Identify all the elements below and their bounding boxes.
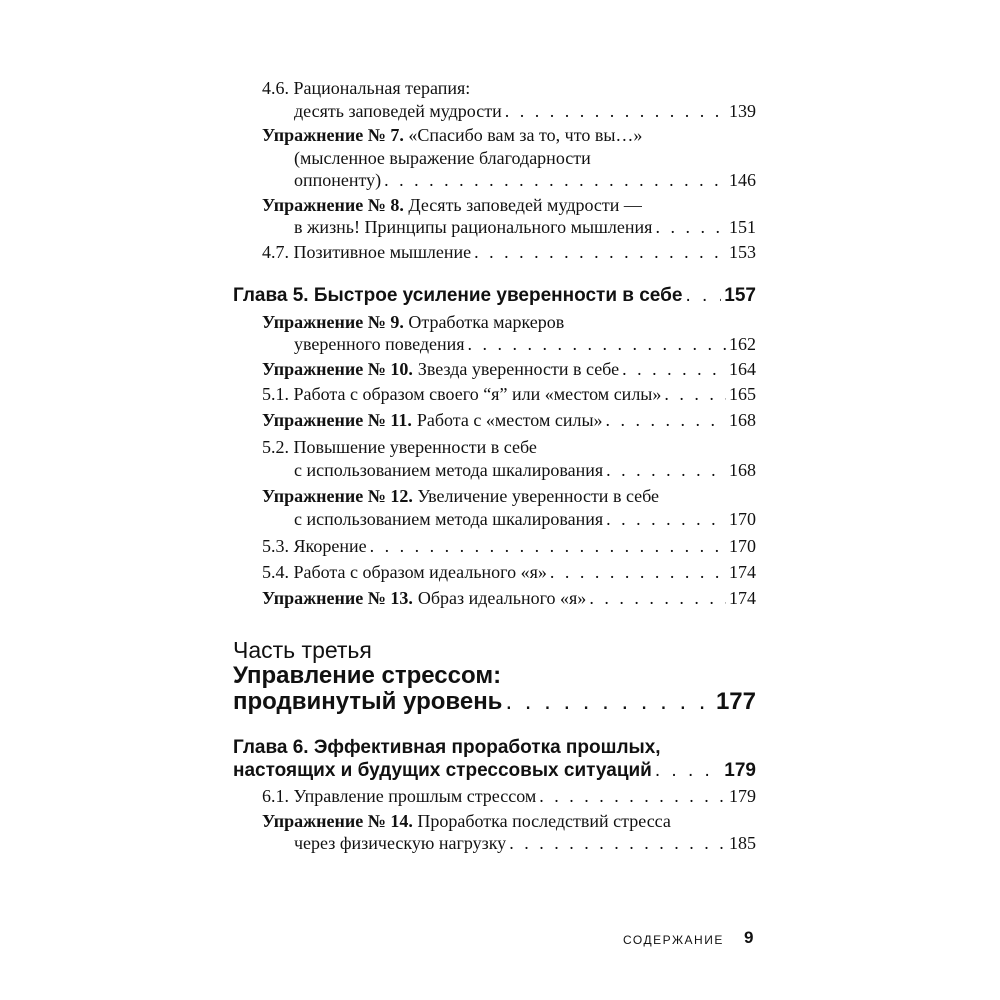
- toc-entry-text: 5.3. Якорение: [262, 536, 367, 556]
- exercise-title: Десять заповедей мудрости —: [408, 195, 642, 215]
- toc-entry-text: 6.1. Управление прошлым стрессом: [262, 786, 537, 806]
- page-number: 168: [729, 460, 756, 480]
- chapter-title: настоящих и будущих стрессовых ситуаций: [233, 760, 652, 781]
- toc-entry-5-2-line1: 5.2. Повышение уверенности в себе: [262, 437, 537, 457]
- exercise-label: Упражнение № 12.: [262, 486, 413, 506]
- toc-exercise-12-line1: [262, 484, 659, 508]
- page-number: 146: [729, 170, 756, 190]
- dot-leader: [606, 507, 726, 531]
- toc-exercise-8-line1: [262, 193, 642, 217]
- dot-leader: [468, 332, 726, 356]
- toc-exercise-7: [294, 168, 756, 192]
- exercise-label: Упражнение № 7.: [262, 125, 404, 145]
- exercise-label: Упражнение № 10.: [262, 359, 413, 379]
- toc-entry-4-6-line1: 4.6. Рациональная терапия:: [262, 78, 471, 98]
- exercise-title: Увеличение уверенности в себе: [417, 486, 660, 506]
- toc-entry-text: с использованием метода шкалирования: [294, 460, 604, 480]
- dot-leader: [655, 759, 721, 783]
- page-number: 168: [729, 410, 756, 430]
- toc-exercise-11: [262, 408, 756, 432]
- toc-exercise-9: [294, 332, 756, 356]
- toc-exercise-7-line2: (мысленное выражение благодарности: [294, 148, 591, 168]
- page-number: 185: [729, 833, 756, 853]
- page-number: 139: [729, 101, 756, 121]
- toc-exercise-7-line1: [262, 123, 642, 147]
- running-footer-section: СОДЕРЖАНИЕ: [623, 933, 724, 947]
- toc-exercise-8: [294, 215, 756, 239]
- exercise-title: Проработка последствий стресса: [417, 811, 671, 831]
- toc-exercise-12: [294, 507, 756, 531]
- dot-leader: [622, 357, 726, 381]
- toc-entry-5-1: [262, 382, 756, 406]
- dot-leader: [685, 284, 721, 308]
- page-number: 170: [729, 509, 756, 529]
- exercise-title: «Спасибо вам за то, что вы…»: [408, 125, 643, 145]
- page-number: 170: [729, 536, 756, 556]
- exercise-title: Звезда уверенности в себе: [417, 359, 620, 379]
- exercise-label: Упражнение № 14.: [262, 811, 413, 831]
- toc-entry-5-2: [294, 458, 756, 482]
- toc-entry-text: с использованием метода шкалирования: [294, 509, 604, 529]
- dot-leader: [550, 560, 726, 584]
- toc-exercise-9-line1: [262, 310, 564, 334]
- toc-entry-4-7: [262, 240, 756, 264]
- exercise-title: Образ идеального «я»: [417, 588, 587, 608]
- toc-part-3: [233, 687, 756, 717]
- toc-exercise-14-line1: [262, 809, 671, 833]
- page-number: 174: [729, 562, 756, 582]
- toc-entry-4-6: [294, 99, 756, 123]
- exercise-title: Отработка маркеров: [408, 312, 565, 332]
- toc-entry-6-1: [262, 784, 756, 808]
- footer-page-number: 9: [744, 928, 754, 947]
- chapter-title: Глава 5. Быстрое усиление уверенности в себе: [233, 285, 683, 306]
- toc-entry-text: уверенного поведения: [294, 334, 465, 354]
- page-number: 179: [724, 760, 756, 781]
- toc-entry-text: 5.1. Работа с образом своего “я” или «местом силы»: [262, 384, 662, 404]
- page-number: 162: [729, 334, 756, 354]
- toc-exercise-13: [262, 586, 756, 610]
- page-number: 165: [729, 384, 756, 404]
- exercise-label: Упражнение № 13.: [262, 588, 413, 608]
- page-number: 179: [729, 786, 756, 806]
- toc-entry-text: в жизнь! Принципы рационального мышления: [294, 217, 653, 237]
- toc-entry-text: через физическую нагрузку: [294, 833, 507, 853]
- toc-entry-text: 5.4. Работа с образом идеального «я»: [262, 562, 547, 582]
- page-number: 174: [729, 588, 756, 608]
- exercise-title: Работа с «местом силы»: [416, 410, 603, 430]
- dot-leader: [539, 784, 726, 808]
- toc-entry-text: десять заповедей мудрости: [294, 101, 502, 121]
- chapter-6-line1: Глава 6. Эффективная проработка прошлых,: [233, 737, 661, 758]
- dot-leader: [370, 534, 726, 558]
- dot-leader: [384, 168, 726, 192]
- toc-exercise-14: [294, 831, 756, 855]
- toc-entry-5-4: [262, 560, 756, 584]
- toc-entry-text: 4.7. Позитивное мышление: [262, 242, 472, 262]
- exercise-label: Упражнение № 8.: [262, 195, 404, 215]
- dot-leader: [606, 408, 726, 432]
- toc-exercise-10: [262, 357, 756, 381]
- exercise-label: Упражнение № 9.: [262, 312, 404, 332]
- part-title-line1: Управление стрессом:: [233, 662, 502, 689]
- page-number: 157: [724, 285, 756, 306]
- toc-chapter-6: [233, 759, 756, 783]
- dot-leader: [505, 99, 726, 123]
- page-number: 177: [715, 688, 756, 715]
- exercise-label: Упражнение № 11.: [262, 410, 412, 430]
- dot-leader: [655, 215, 726, 239]
- dot-leader: [606, 458, 726, 482]
- toc-chapter-5: [233, 284, 756, 308]
- dot-leader: [474, 240, 726, 264]
- dot-leader: [505, 687, 713, 717]
- page-number: 164: [729, 359, 756, 379]
- part-label: Часть третья: [233, 637, 372, 663]
- dot-leader: [509, 831, 726, 855]
- toc-entry-text: оппоненту): [294, 170, 382, 190]
- dot-leader: [664, 382, 726, 406]
- part-title: продвинутый уровень: [233, 688, 503, 715]
- page-number: 153: [729, 242, 756, 262]
- dot-leader: [589, 586, 726, 610]
- toc-entry-5-3: [262, 534, 756, 558]
- page-number: 151: [729, 217, 756, 237]
